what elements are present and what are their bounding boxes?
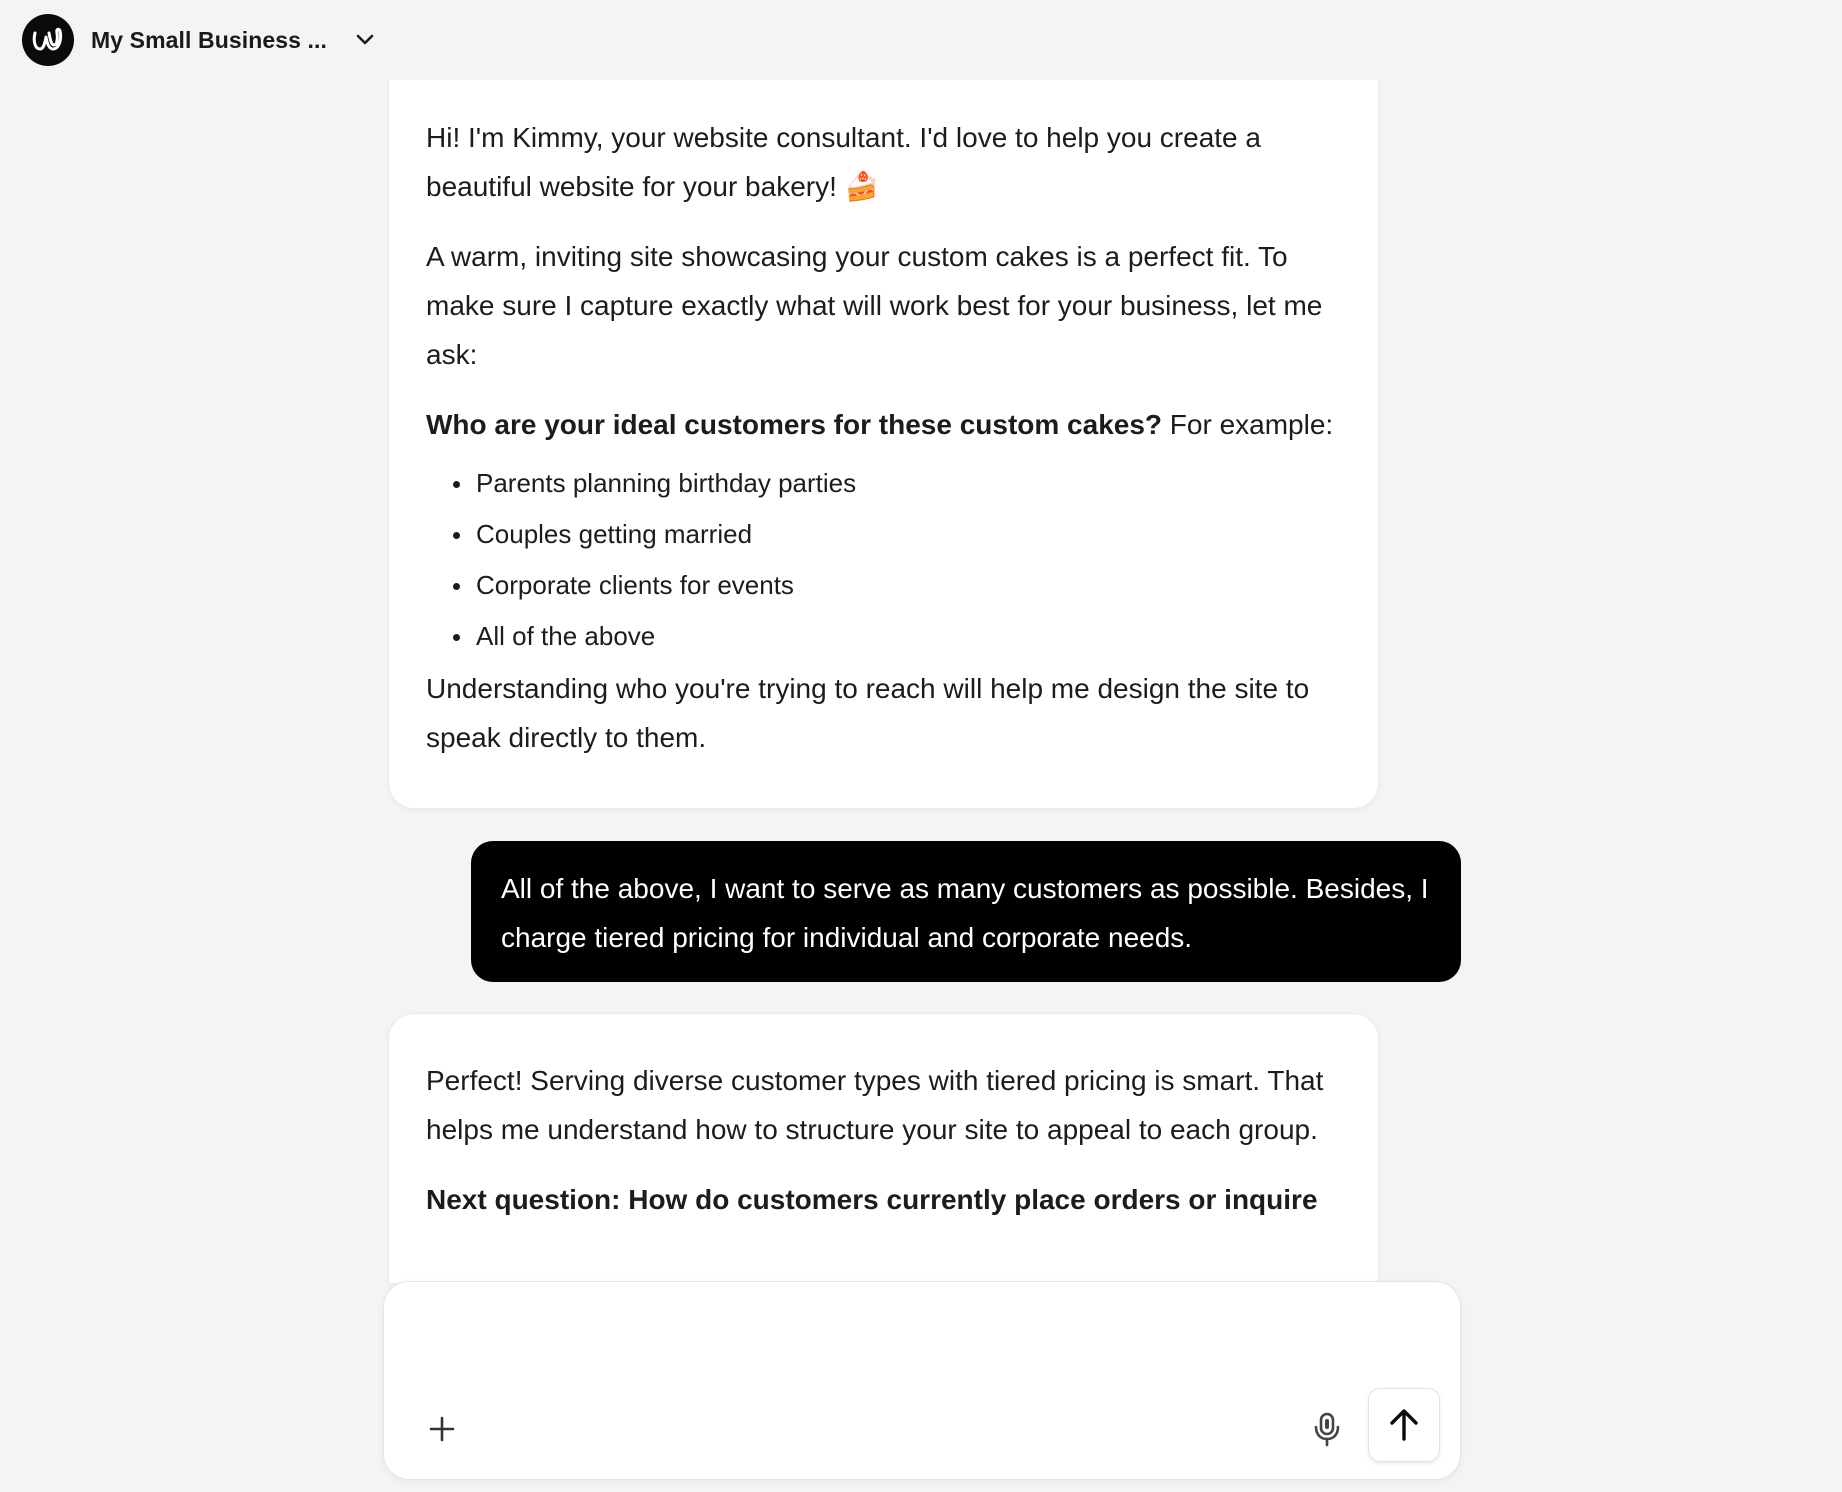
assistant-greeting: Hi! I'm Kimmy, your website consultant. I'd love to help you create a beautiful website for your bakery! 🍰 xyxy=(426,122,1261,202)
assistant-message xyxy=(388,80,1379,809)
assistant-question xyxy=(426,400,1341,449)
list-item: Corporate clients for events xyxy=(426,560,1341,611)
list-item: All of the above xyxy=(426,611,1341,662)
plus-icon xyxy=(428,1415,456,1443)
send-button[interactable] xyxy=(1368,1388,1440,1462)
message-composer xyxy=(383,1281,1461,1480)
user-message: All of the above, I want to serve as many customers as possible. Besides, I charge tiered pricing for individual and corporate needs. xyxy=(471,841,1461,982)
question-bold: Who are your ideal customers for these custom cakes? xyxy=(426,409,1163,440)
list-item: Parents planning birthday parties xyxy=(426,458,1341,509)
list-item: Couples getting married xyxy=(426,509,1341,560)
microphone-icon xyxy=(1313,1411,1341,1447)
question-rest: For example: xyxy=(1162,409,1334,440)
arrow-up-icon xyxy=(1388,1408,1420,1442)
message-input[interactable] xyxy=(420,1312,1380,1372)
next-question: Next question: How do customers currently place orders or inquire xyxy=(426,1184,1318,1215)
assistant-intro: A warm, inviting site showcasing your custom cakes is a perfect fit. To make sure I capture exactly what will work best for your business, let me ask: xyxy=(426,241,1323,370)
add-attachment-button[interactable] xyxy=(420,1407,464,1451)
voice-input-button[interactable] xyxy=(1304,1404,1350,1454)
assistant-closing: Understanding who you're trying to reach will help me design the site to speak directly to them. xyxy=(426,673,1310,753)
site-name[interactable]: My Small Business ... xyxy=(91,26,328,53)
customer-options-list xyxy=(426,458,1341,662)
assistant-message xyxy=(388,1013,1379,1283)
assistant-reply: Perfect! Serving diverse customer types with tiered pricing is smart. That helps me understand how to structure your site to appeal to each group. xyxy=(426,1065,1324,1145)
